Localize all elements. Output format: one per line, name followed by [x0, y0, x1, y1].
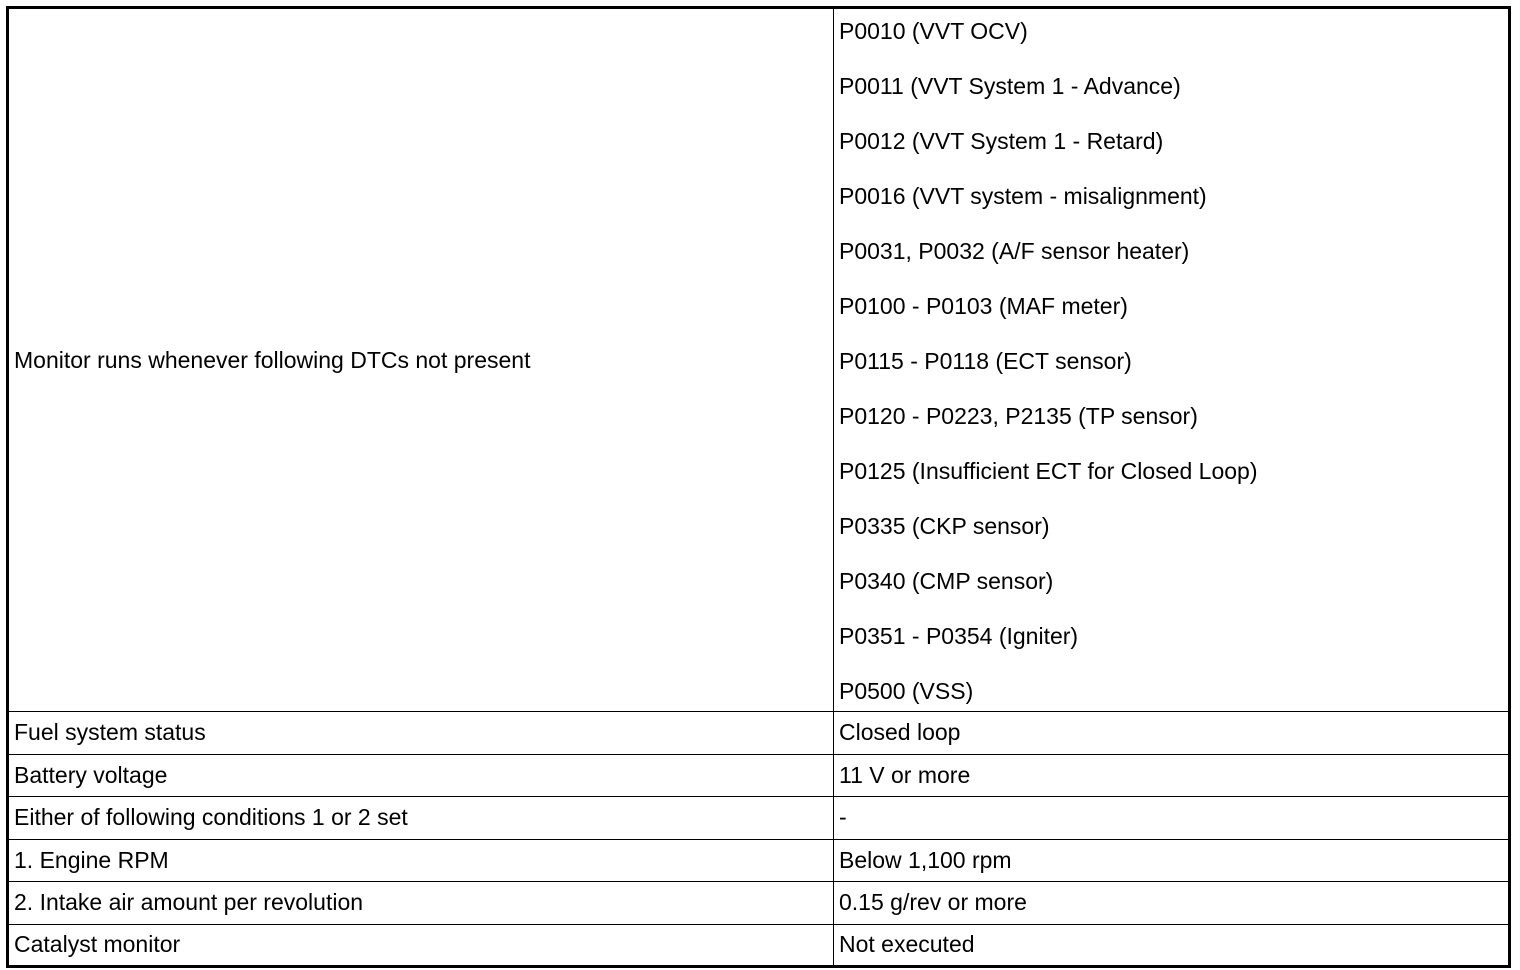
- table-row: [8, 797, 1510, 840]
- dtc-item: P0100 - P0103 (MAF meter): [839, 293, 1128, 319]
- dtc-item: P0125 (Insufficient ECT for Closed Loop): [839, 458, 1258, 484]
- dtc-item: P0010 (VVT OCV): [839, 18, 1028, 44]
- value-cell: Below 1,100 rpm: [834, 839, 1510, 882]
- value-cell: 11 V or more: [834, 754, 1510, 797]
- value-cell: Closed loop: [834, 712, 1510, 755]
- dtc-list: [839, 17, 1508, 705]
- condition-cell: Fuel system status: [8, 712, 834, 755]
- value-cell: -: [834, 797, 1510, 840]
- condition-cell: Catalyst monitor: [8, 924, 834, 967]
- table-row: [8, 839, 1510, 882]
- table-row: [8, 924, 1510, 967]
- dtc-item: P0016 (VVT system - misalignment): [839, 183, 1207, 209]
- dtc-item: P0120 - P0223, P2135 (TP sensor): [839, 403, 1198, 429]
- condition-cell: 1. Engine RPM: [8, 839, 834, 882]
- table-row: [8, 712, 1510, 755]
- dtc-list-cell: [834, 8, 1510, 712]
- dtc-item: P0012 (VVT System 1 - Retard): [839, 128, 1164, 154]
- table-row: [8, 882, 1510, 925]
- dtc-item: P0115 - P0118 (ECT sensor): [839, 348, 1132, 374]
- condition-cell: Monitor runs whenever following DTCs not present: [8, 8, 834, 712]
- dtc-item: P0351 - P0354 (Igniter): [839, 623, 1079, 649]
- dtc-item: P0500 (VSS): [839, 678, 974, 704]
- table-row: [8, 754, 1510, 797]
- dtc-item: P0340 (CMP sensor): [839, 568, 1054, 594]
- dtc-item: P0335 (CKP sensor): [839, 513, 1050, 539]
- value-cell: 0.15 g/rev or more: [834, 882, 1510, 925]
- dtc-item: P0011 (VVT System 1 - Advance): [839, 73, 1181, 99]
- conditions-table: [6, 6, 1511, 968]
- dtc-item: P0031, P0032 (A/F sensor heater): [839, 238, 1190, 264]
- table-row-monitor-dtcs: [8, 8, 1510, 712]
- value-cell: Not executed: [834, 924, 1510, 967]
- condition-cell: Battery voltage: [8, 754, 834, 797]
- condition-cell: 2. Intake air amount per revolution: [8, 882, 834, 925]
- condition-cell: Either of following conditions 1 or 2 set: [8, 797, 834, 840]
